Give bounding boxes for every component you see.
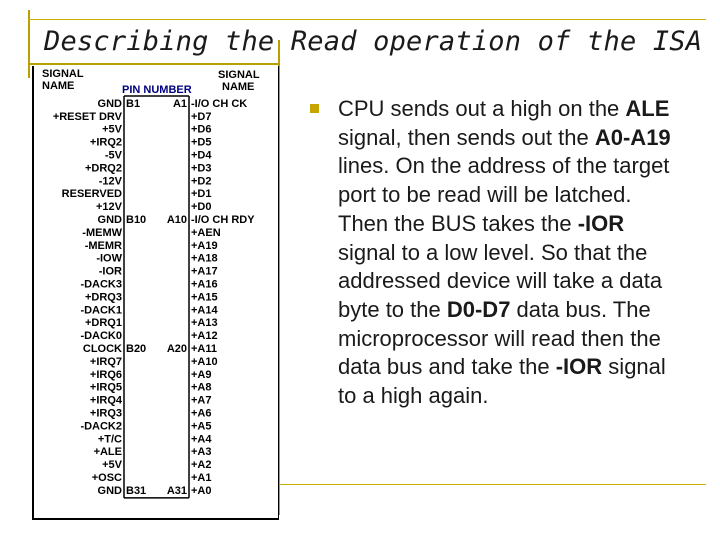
bullet-segment: data bus. The microprocessor will read then the data bus and take the [338, 296, 661, 380]
pin-signal-left: +T/C [97, 433, 122, 446]
pin-signal-left: +IRQ2 [89, 136, 122, 149]
bullet-segment: lines. On the address of the target port to be read will be latched. Then the BUS takes the [338, 153, 670, 236]
pin-signal-right: +A13 [191, 317, 218, 330]
pin-signal-right: +A4 [191, 433, 212, 446]
pin-signal-left: -MEMR [84, 239, 122, 252]
pin-signal-left: +5V [102, 123, 122, 136]
pin-signal-right: +A2 [191, 459, 212, 472]
header-name-right: NAME [222, 81, 255, 93]
bullet-text [338, 95, 683, 411]
pin-signal-right: +D7 [191, 110, 212, 123]
pin-signal-left: -DACK1 [80, 304, 122, 317]
header-signal-left: SIGNAL [42, 68, 84, 80]
pin-signal-left: +IRQ4 [89, 394, 122, 407]
pin-signal-left: GND [97, 484, 122, 497]
bullet-emphasis: A0-A19 [594, 124, 671, 150]
bullet-emphasis: D0-D7 [446, 296, 511, 322]
pin-number-a: A31 [166, 484, 187, 497]
pin-signal-left: GND [97, 97, 122, 110]
pin-signal-right: +D2 [191, 175, 212, 188]
pin-signal-left: +IRQ3 [89, 407, 122, 420]
bullet-marker [310, 104, 319, 113]
header-pin-number: PIN NUMBER [122, 84, 192, 96]
pin-signal-left: +DRQ3 [85, 291, 122, 304]
pin-signal-left: -MEMW [82, 226, 122, 239]
decor-title-underline [28, 63, 278, 65]
pin-signal-left: -IOR [98, 265, 122, 278]
pin-signal-right: +A11 [191, 343, 217, 355]
pin-signal-right: -I/O CH RDY [191, 214, 255, 226]
pin-signal-left: CLOCK [82, 343, 122, 355]
pin-signal-left: GND [97, 214, 122, 226]
bullet-emphasis: ALE [625, 96, 670, 121]
pin-signal-left: +12V [96, 201, 122, 214]
pin-signal-right: +A1 [191, 472, 212, 484]
pin-signal-right: +A9 [191, 368, 212, 381]
pin-signal-left: RESERVED [61, 188, 122, 201]
pin-signal-left: +5V [102, 459, 122, 472]
pin-number-b: B10 [126, 214, 147, 226]
decor-top-rule [28, 19, 706, 20]
pin-signal-right: +D1 [191, 188, 212, 201]
pin-signal-right: -I/O CH CK [191, 97, 248, 110]
header-signal-right: SIGNAL [218, 69, 260, 81]
pin-signal-right: +D6 [191, 123, 212, 136]
pin-signal-right: +A6 [191, 407, 212, 420]
pin-signal-right: +A17 [191, 265, 218, 278]
pin-number-b: B1 [126, 97, 141, 110]
pin-number-a: A20 [166, 343, 187, 355]
pin-signal-left: -DACK2 [80, 420, 122, 433]
pin-signal-right: +A12 [191, 330, 218, 343]
pin-number-b: B31 [126, 484, 147, 497]
pin-signal-right: +A0 [191, 484, 212, 497]
bullet-segment: CPU sends out a high on the [338, 96, 626, 121]
pin-signal-right: +A10 [191, 355, 218, 368]
pin-signal-left: -5V [104, 149, 122, 162]
pin-signal-right: +A19 [191, 239, 218, 252]
bullet-emphasis: -IOR [577, 210, 625, 236]
header-name-left: NAME [42, 80, 75, 92]
bullet-segment: signal to a high again. [338, 354, 666, 409]
bullet-segment: signal, then sends out the [338, 124, 595, 150]
pin-signal-left: +DRQ2 [85, 162, 122, 175]
pin-number-a: A10 [166, 214, 187, 226]
pin-signal-right: +AEN [191, 226, 221, 239]
pin-signal-left: -IOW [96, 252, 122, 265]
pin-signal-right: +A15 [191, 291, 218, 304]
pin-signal-left: +IRQ7 [89, 355, 122, 368]
pin-signal-right: +A16 [191, 278, 218, 291]
pin-signal-right: +A7 [191, 394, 212, 407]
pin-signal-right: +A18 [191, 252, 218, 265]
slide-title: Describing the Read operation of the ISA [44, 26, 703, 57]
pin-signal-right: +A3 [191, 446, 212, 459]
pin-signal-right: +D0 [191, 201, 212, 214]
pin-signal-right: +A14 [191, 304, 218, 317]
isa-pinout-diagram [32, 66, 279, 520]
pin-signal-left: -DACK3 [80, 278, 122, 291]
pin-signal-left: +ALE [93, 446, 122, 459]
bullet-emphasis: -IOR [555, 354, 603, 380]
pin-signal-left: +IRQ6 [89, 368, 122, 381]
pin-signal-right: +D3 [191, 162, 212, 175]
decor-bottom-rule [278, 484, 706, 485]
pin-signal-right: +A8 [191, 381, 212, 394]
pin-number-b: B20 [126, 343, 147, 355]
pinout-svg [34, 66, 278, 518]
pin-signal-left: -12V [98, 175, 122, 188]
pin-number-a: A1 [172, 97, 187, 110]
pin-signal-left: -DACK0 [80, 330, 122, 343]
pin-signal-left: +IRQ5 [89, 381, 122, 394]
pin-signal-left: +RESET DRV [52, 110, 122, 123]
pin-signal-right: +A5 [191, 420, 212, 433]
pin-signal-right: +D4 [191, 149, 212, 162]
pin-signal-right: +D5 [191, 136, 212, 149]
bullet-segment: signal to a low level. So that the addressed device will take a data byte to the [338, 239, 663, 322]
pin-signal-left: +DRQ1 [85, 317, 122, 330]
decor-vertical-line [28, 10, 30, 78]
pin-signal-left: +OSC [91, 472, 122, 484]
